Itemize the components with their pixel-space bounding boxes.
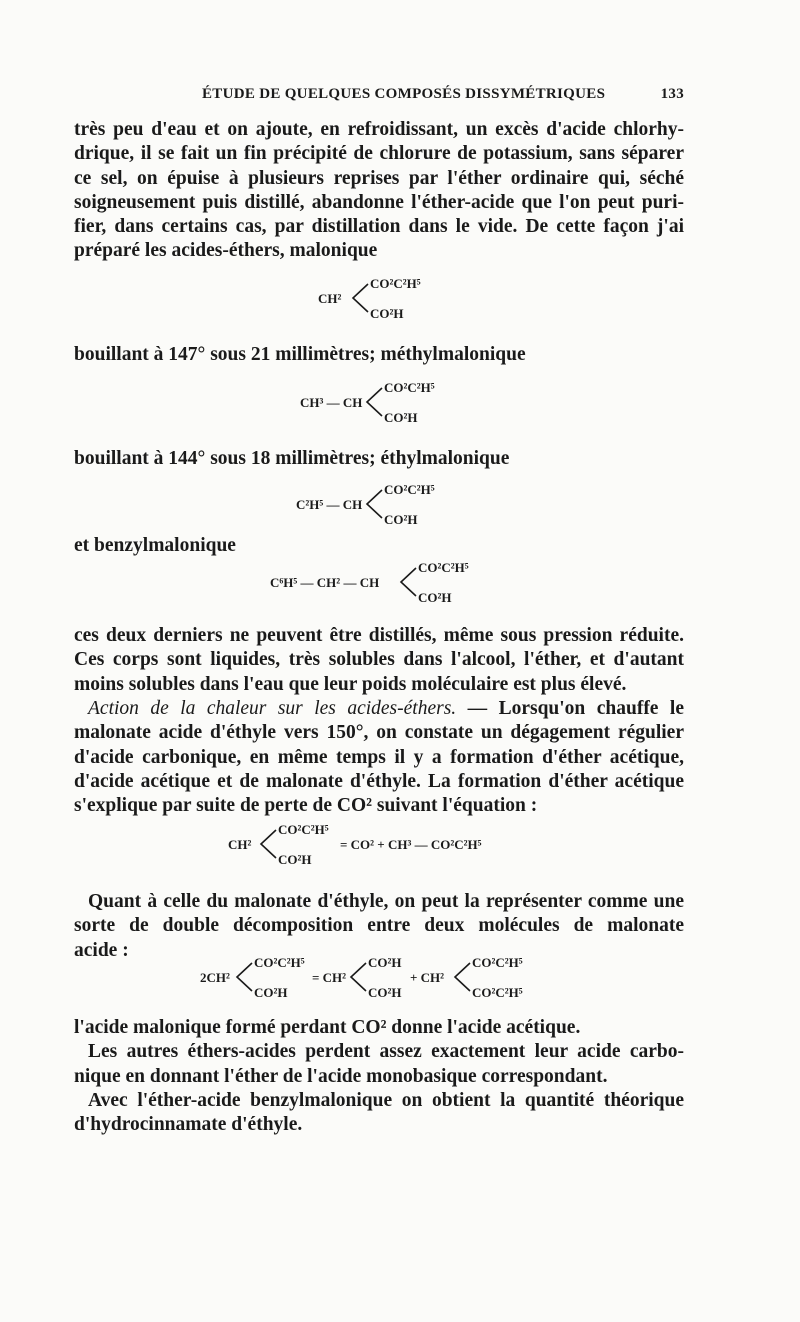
formula-plus: + CH² xyxy=(410,970,445,985)
text-line: sorte de double décomposition entre deux molécules de malonate xyxy=(74,915,684,937)
formula-bottom: CO²H xyxy=(384,512,418,527)
text-line: d'acide acétique et de malonate d'éthyle. La formation d'éther acétique xyxy=(74,770,684,792)
paragraph-benzyl-intro xyxy=(74,534,684,558)
formula-top: CO²C²H⁵ xyxy=(278,822,329,837)
formula-bracket xyxy=(364,486,384,522)
paragraph-3 xyxy=(74,697,684,818)
formula-top: CO²C²H⁵ xyxy=(254,955,305,970)
text-line: bouillant à 144° sous 18 millimètres; éthylmalonique xyxy=(74,448,510,469)
text-line: d'acide carbonique, en même temps il y a formation d'éther acétique, xyxy=(74,746,684,768)
formula-benzylmalonic xyxy=(270,560,510,610)
formula-top: CO²C²H⁵ xyxy=(384,482,435,497)
formula-bracket xyxy=(452,959,472,995)
formula-right: = CO² + CH³ — CO²C²H⁵ xyxy=(340,837,482,852)
text-line: très peu d'eau et on ajoute, en refroidissant, un excès d'acide chlorhy- xyxy=(74,119,684,140)
formula-malonic-acid-ester xyxy=(318,276,478,326)
formula-top: CO²C²H⁵ xyxy=(418,560,469,575)
text-line: Ces corps sont liquides, très solubles dans l'alcool, l'éther, et d'autant xyxy=(74,649,684,671)
text-line: bouillant à 147° sous 21 millimètres; méthylmalonique xyxy=(74,344,526,365)
text-line: moins solubles dans l'eau que leur poids moléculaire est plus élevé. xyxy=(74,673,627,695)
text-line: fier, dans certains cas, par distillation dans le vide. De cette façon j'ai xyxy=(74,216,684,238)
formula-double-decomposition xyxy=(200,955,600,1005)
section-heading: Action de la chaleur sur les acides-éthers. xyxy=(88,698,457,719)
formula-methylmalonic xyxy=(300,380,500,430)
text-line: préparé les acides-éthers, malonique xyxy=(74,240,378,262)
text-line: Quant à celle du malonate d'éthyle, on peut la représenter comme une xyxy=(88,891,684,912)
text-line: soigneusement puis distillé, abandonne l'éther-acide que l'on peut puri- xyxy=(74,191,684,213)
text-line: ce sel, on épuise à plusieurs reprises par l'éther ordinaire qui, séché xyxy=(74,167,684,189)
formula-bottom: CO²H xyxy=(418,590,452,605)
paragraph-methyl-bp xyxy=(74,447,684,471)
paragraph-4 xyxy=(74,890,684,963)
formula-bracket xyxy=(234,959,254,995)
header-title: ÉTUDE DE QUELQUES COMPOSÉS DISSYMÉTRIQUES xyxy=(202,86,606,102)
formula-equals: = CH² xyxy=(312,970,347,985)
text-line xyxy=(74,697,684,721)
text-line: acide : xyxy=(74,939,129,961)
formula-left: C²H⁵ — CH xyxy=(296,497,363,512)
formula-bottom: CO²C²H⁵ xyxy=(472,985,523,1000)
formula-bottom: CO²H xyxy=(254,985,288,1000)
formula-ethylmalonic xyxy=(296,482,496,532)
formula-left: CH² xyxy=(318,291,342,306)
formula-bracket xyxy=(348,959,368,995)
formula-top: CO²C²H⁵ xyxy=(472,955,523,970)
formula-bracket xyxy=(350,280,370,316)
text-line: ces deux derniers ne peuvent être distillés, même sous pression réduite. xyxy=(74,625,684,646)
text-line: et benzylmalonique xyxy=(74,535,236,556)
paragraph-malonique-bp xyxy=(74,343,684,367)
paragraph-1 xyxy=(74,118,684,264)
text-line: drique, il se fait un fin précipité de chlorure de potassium, sans séparer xyxy=(74,143,684,165)
paragraph-5 xyxy=(74,1016,684,1137)
text-line: Avec l'éther-acide benzylmalonique on obtient la quantité théorique xyxy=(88,1089,684,1111)
formula-bottom: CO²H xyxy=(368,985,402,1000)
page-number: 133 xyxy=(660,86,684,102)
formula-decarboxylation-equation xyxy=(228,822,548,872)
formula-bracket xyxy=(364,384,384,420)
formula-bottom: CO²H xyxy=(370,306,404,321)
text-line: l'acide malonique formé perdant CO² donne l'acide acétique. xyxy=(74,1017,581,1038)
formula-left: CH² xyxy=(228,837,252,852)
text-span: — Lorsqu'on chauffe le xyxy=(456,698,684,719)
formula-bracket xyxy=(258,826,278,862)
text-line: malonate acide d'éthyle vers 150°, on constate un dégagement régulier xyxy=(74,722,684,744)
formula-top: CO²H xyxy=(368,955,402,970)
formula-bracket xyxy=(398,564,418,600)
formula-left: CH³ — CH xyxy=(300,395,363,410)
paragraph-2 xyxy=(74,624,684,697)
text-line: d'hydrocinnamate d'éthyle. xyxy=(74,1114,303,1136)
formula-top: CO²C²H⁵ xyxy=(384,380,435,395)
formula-bottom: CO²H xyxy=(278,852,312,867)
formula-left: 2CH² xyxy=(200,970,230,985)
formula-left: C⁶H⁵ — CH² — CH xyxy=(270,575,380,590)
text-line: s'explique par suite de perte de CO² suivant l'équation : xyxy=(74,795,538,817)
formula-bottom: CO²H xyxy=(384,410,418,425)
text-line: nique en donnant l'éther de l'acide monobasique correspondant. xyxy=(74,1065,608,1087)
text-line: Les autres éthers-acides perdent assez exactement leur acide carbo- xyxy=(88,1041,684,1063)
formula-top: CO²C²H⁵ xyxy=(370,276,421,291)
